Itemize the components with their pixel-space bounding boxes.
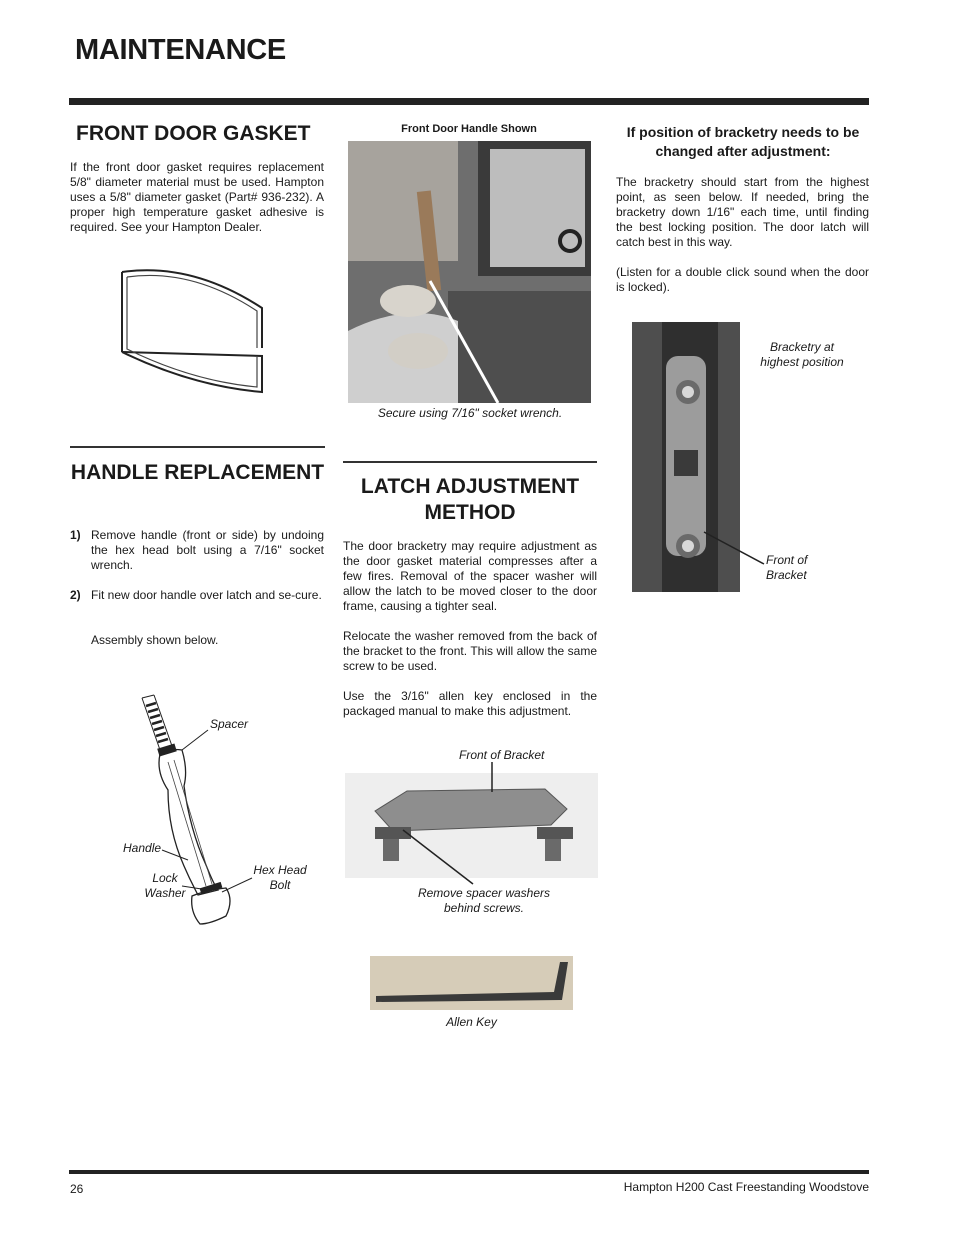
handle-heading: HANDLE REPLACEMENT — [70, 461, 325, 484]
lock-washer-label: Lock Washer — [144, 871, 186, 900]
step-1 — [70, 528, 324, 573]
step-1-text: Remove handle (front or side) by undoing the hex head bolt using a 7/16" socket wrench. — [91, 528, 324, 572]
bracketry-text — [616, 175, 869, 310]
bracketry-leader-line — [700, 520, 770, 570]
latch-paragraph-3: Use the 3/16" allen key enclosed in the packaged manual to make this adjustment. — [343, 689, 597, 718]
latch-heading: LATCH ADJUSTMENT METHOD — [360, 475, 580, 524]
hex-head-bolt-label: Hex Head Bolt — [253, 863, 307, 892]
step-2-number: 2) — [70, 588, 81, 602]
bracketry-paragraph-2: (Listen for a double click sound when the door is locked). — [616, 265, 869, 294]
highest-position-label: Bracketry at highest position — [760, 340, 844, 369]
handle-photo — [348, 141, 591, 403]
handle-label: Handle — [123, 841, 162, 855]
allen-key-illustration — [370, 956, 573, 1010]
spacer-label: Spacer — [210, 717, 249, 731]
bracketry-paragraph-1: The bracketry should start from the highest point, as seen below. If needed, bring the bracketry down 1/16" each time, until finding the best locking position. The door latch will catch best in this way. — [616, 175, 869, 249]
top-rule — [69, 98, 869, 105]
handle-photo-illustration — [348, 141, 591, 403]
bracketry-heading: If position of bracketry needs to be changed after adjustment: — [626, 124, 860, 159]
gasket-text: If the front door gasket requires replacement 5/8" diameter material must be used. Hampton uses a 5/8" diameter gasket (Part# 936-232). A proper high temperature gasket adhesive is required. See your Hampton Dealer. — [70, 160, 324, 234]
handle-photo-caption: Secure using 7/16" socket wrench. — [377, 406, 563, 420]
latch-text — [343, 539, 597, 734]
latch-paragraph-2: Relocate the washer removed from the back of the bracket to the front. This will allow the same screw to be used. — [343, 629, 597, 673]
latch-paragraph-1: The door bracketry may require adjustment as the door gasket material compresses after a few fires. Removal of the spacer washer will allow the latch to be moved closer to the door frame, causing a tighter seal. — [343, 539, 597, 613]
handle-photo-title: Front Door Handle Shown — [401, 123, 537, 135]
front-of-bracket-label-right: Front of Bracket — [766, 553, 808, 582]
step-2 — [70, 588, 324, 603]
allen-key-photo — [370, 956, 573, 1010]
page-title: MAINTENANCE — [75, 34, 286, 66]
gasket-heading: FRONT DOOR GASKET — [76, 122, 311, 145]
gasket-diagram — [112, 264, 272, 400]
front-of-bracket-label: Front of Bracket — [459, 748, 545, 762]
footer-product: Hampton H200 Cast Freestanding Woodstove — [623, 1180, 869, 1194]
step-2-text: Fit new door handle over latch and se-cure. — [91, 588, 322, 602]
allen-key-caption: Allen Key — [446, 1015, 497, 1029]
step-1-number: 1) — [70, 528, 81, 542]
assembly-note: Assembly shown below. — [91, 633, 219, 647]
page-number: 26 — [70, 1182, 84, 1196]
bracket-leader-lines — [345, 760, 598, 890]
bottom-rule — [69, 1170, 869, 1174]
handle-section-rule — [70, 446, 325, 448]
remove-spacer-caption: Remove spacer washers behind screws. — [417, 886, 551, 915]
latch-section-rule — [343, 461, 597, 463]
